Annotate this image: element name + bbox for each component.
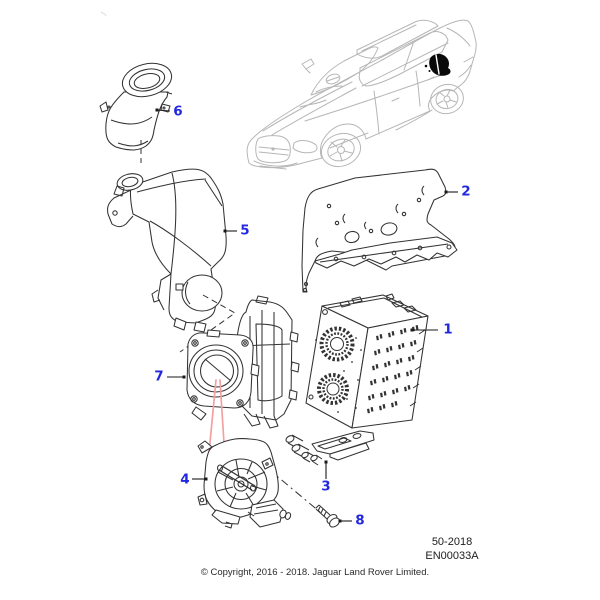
part-8-screw-drawing	[316, 505, 341, 529]
part-1-amplifier-drawing	[306, 294, 428, 428]
part-2-bracket-drawing	[302, 169, 457, 292]
callout-8[interactable]: 8	[355, 512, 365, 529]
callout-2[interactable]: 2	[461, 183, 471, 200]
vehicle-locator-drawing	[247, 20, 476, 172]
part-3-bracket-drawing	[285, 431, 374, 465]
callout-1[interactable]: 1	[443, 321, 453, 338]
scan-artifact	[101, 12, 106, 16]
callout-3[interactable]: 3	[321, 478, 331, 495]
drawing-code: EN00033A	[425, 550, 479, 562]
callout-6[interactable]: 6	[173, 103, 183, 120]
callout-7[interactable]: 7	[154, 368, 164, 385]
copyright-notice: © Copyright, 2016 - 2018. Jaguar Land Rover Limited.	[200, 567, 430, 578]
part-5-duct-housing-drawing	[108, 169, 227, 332]
part-4-speaker-drawing	[198, 439, 292, 528]
callout-5[interactable]: 5	[240, 222, 250, 239]
part-6-inlet-duct-drawing	[100, 58, 175, 150]
subwoofer-location-highlight	[425, 54, 451, 76]
figure-number: 50-2018	[431, 536, 473, 548]
callout-4[interactable]: 4	[180, 471, 190, 488]
